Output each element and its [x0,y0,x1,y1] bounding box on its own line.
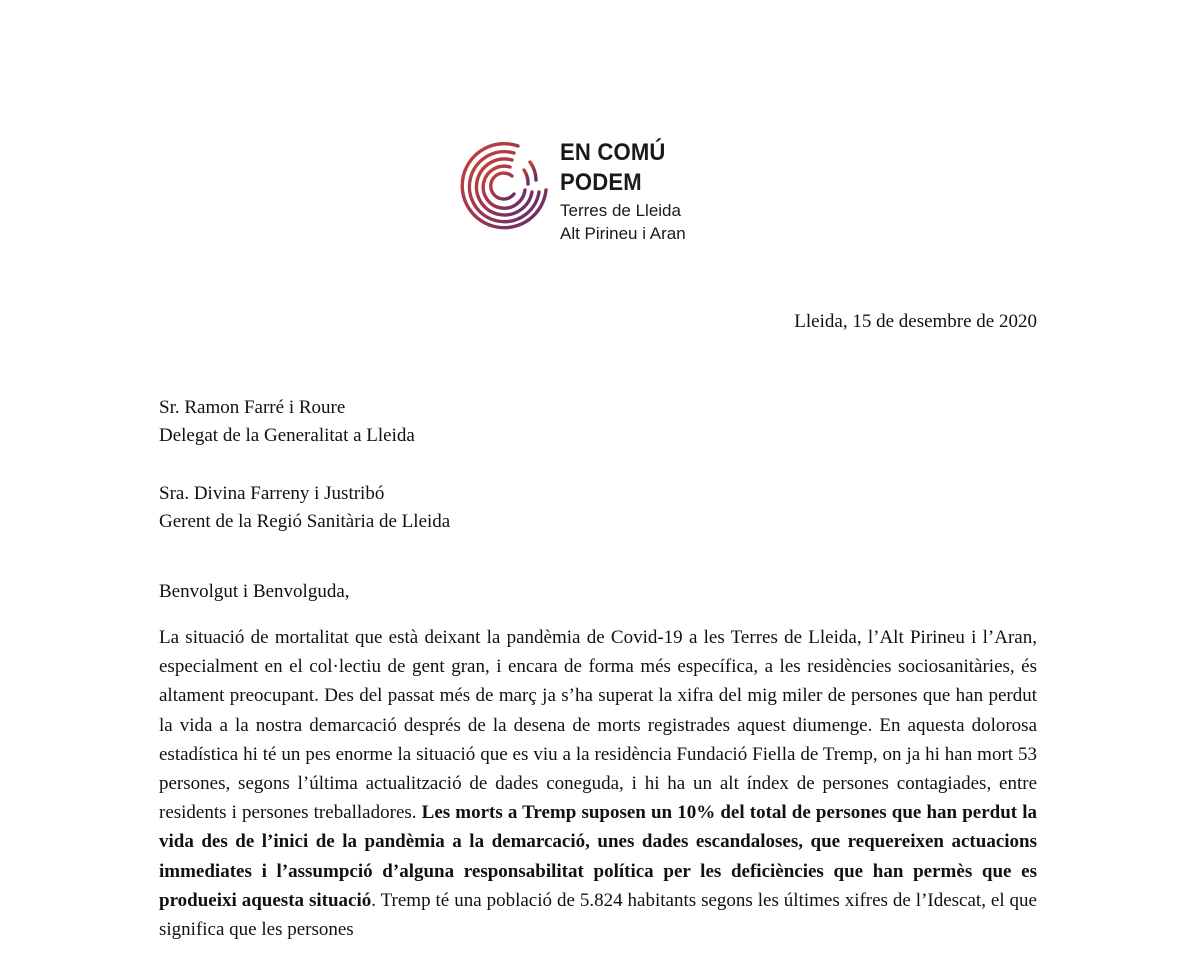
recipient-block [159,394,415,450]
recipient-title: Gerent de la Regió Sanitària de Lleida [159,511,451,532]
brand-name-line1: EN COMÚ [560,139,666,166]
recipient-name: Sra. Divina Farreny i Justribó [159,483,385,504]
recipient-name: Sr. Ramon Farré i Roure [159,397,346,418]
letterhead-text [560,138,686,244]
salutation: Benvolgut i Benvolguda, [159,581,350,602]
brand-name-line2: PODEM [560,169,642,196]
body-paragraph [159,623,1037,944]
recipient-block [159,480,450,536]
letterhead-logo [458,138,686,244]
paragraph-bold-text: Les morts a Tremp suposen un 10% del total de persones que han perdut la vida des de l’inici de la pandèmia a la demarcació, unes dades escandaloses, que requereixen actuacions immediates i l’assumpció d’alguna responsabilitat política per les deficiències que han permès que es produeixi aquesta situació [159,802,1038,911]
concentric-arcs-logo-icon [458,140,550,232]
region-line2: Alt Pirineu i Aran [560,224,686,243]
letter-date: Lleida, 15 de desembre de 2020 [794,311,1037,332]
paragraph-text: . Tremp té una població de 5.824 habitants segons les últimes xifres de l’Idescat, el que significa que les persones [159,889,1037,941]
recipient-title: Delegat de la Generalitat a Lleida [159,425,415,446]
region-line1: Terres de Lleida [560,201,681,220]
paragraph-text: La situació de mortalitat que està deixant la pandèmia de Covid-19 a les Terres de Lleida, l’Alt Pirineu i l’Aran, especialment en el col·lectiu de gent gran, i encara de forma més específica, a les residències sociosanitàries, és altament preocupant. Des del passat més de març ja s’ha superat la xifra del mig miler de persones que han perdut la vida a la nostra demarcació després de la desena de morts registrades aquest diumenge. En aquesta dolorosa estadística hi té un pes enorme la situació que es viu a la residència Fundació Fiella de Tremp, on ja hi han mort 53 persones, segons l’última actualització de dades coneguda, i hi ha un alt índex de persones contagiades, entre residents i persones treballadores. [159,627,1037,824]
